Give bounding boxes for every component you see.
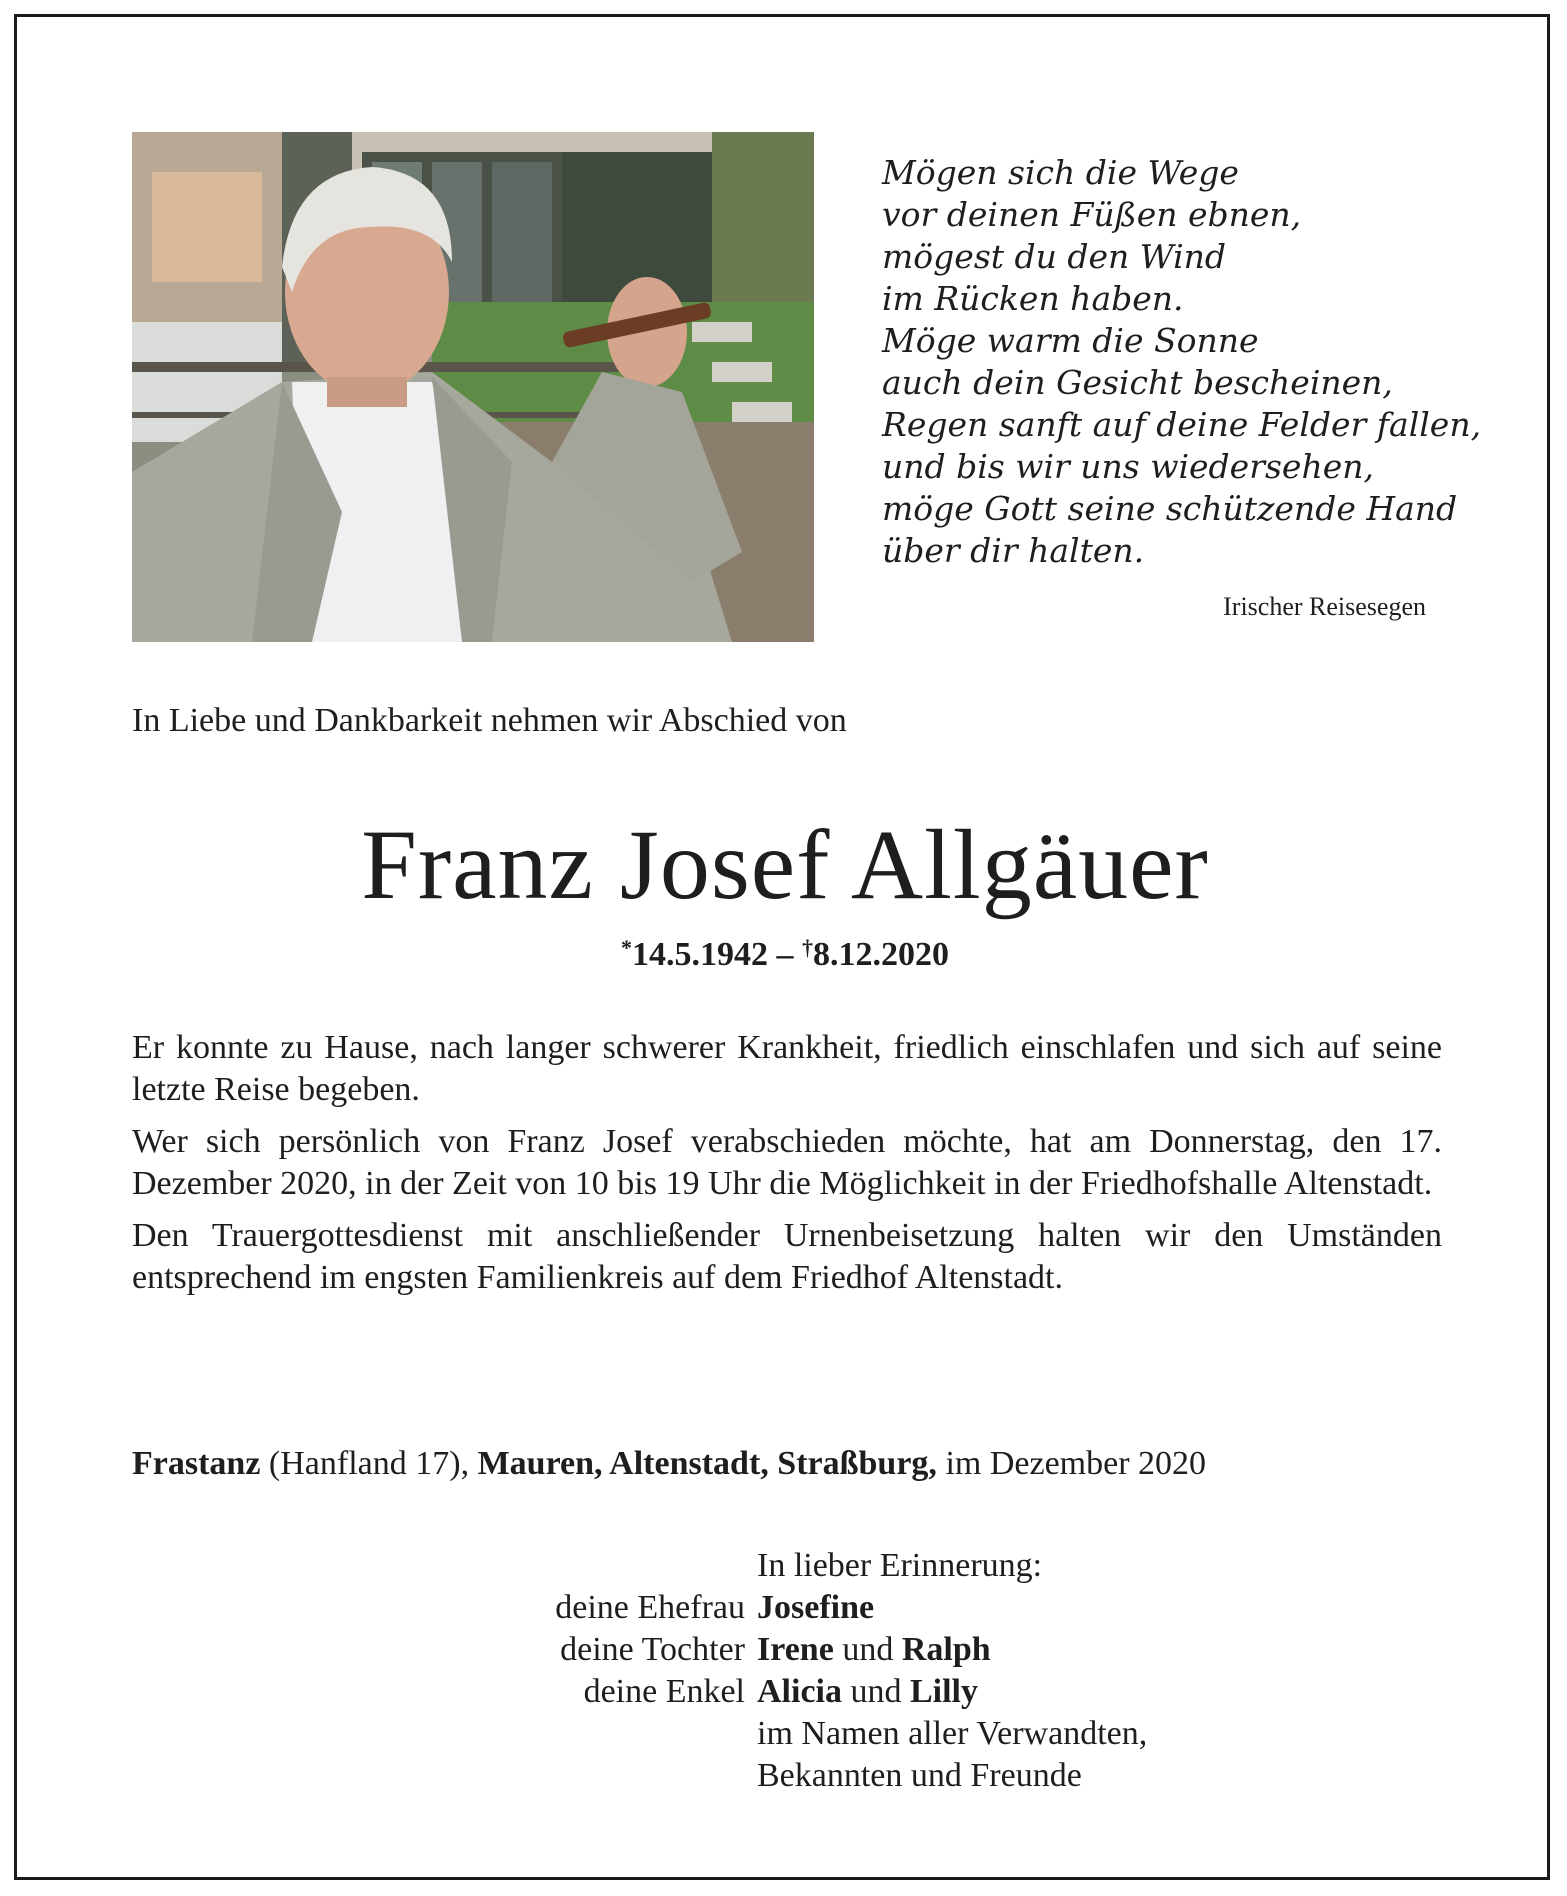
date-separator: – <box>768 936 802 973</box>
birth-symbol: * <box>621 935 632 960</box>
place-town: Frastanz <box>132 1445 261 1482</box>
deceased-name: Franz Josef Allgäuer <box>361 809 1209 920</box>
poem-line: Möge warm die Sonne <box>882 321 1259 360</box>
family-name: Lilly <box>909 1673 979 1710</box>
family-relation: deine Tochter <box>560 1631 745 1668</box>
family-names <box>757 1673 978 1711</box>
body-paragraph: Den Trauergottesdienst mit anschließender Urnenbeisetzung halten wir den Umständen entsprechend im engsten Familienkreis auf dem Friedhof Altenstadt. <box>132 1217 1442 1296</box>
obituary-frame <box>14 14 1550 1880</box>
family-joiner: und <box>833 1631 902 1668</box>
birth-date: 14.5.1942 <box>632 936 768 973</box>
poem-line: im Rücken haben. <box>882 279 1184 318</box>
closing-text: Bekannten und Freunde <box>757 1757 1082 1794</box>
closing-line <box>17 1715 1553 1757</box>
closing-text: im Namen aller Verwandten, <box>757 1715 1148 1752</box>
portrait-photo-graphic <box>132 132 814 642</box>
family-name: Alicia <box>757 1673 842 1710</box>
portrait-photo <box>132 132 814 642</box>
family-row <box>17 1673 1553 1715</box>
poem-line: und bis wir uns wiedersehen, <box>882 447 1374 486</box>
poem-line: Regen sanft auf deine Felder fallen, <box>882 405 1482 444</box>
place-address: (Hanfland 17), <box>260 1445 478 1482</box>
family-names <box>757 1631 991 1669</box>
poem-line: möge Gott seine schützende Hand <box>882 489 1458 528</box>
obituary-body <box>132 1027 1442 1309</box>
family-name: Josefine <box>757 1589 875 1626</box>
poem <box>882 152 1482 572</box>
body-paragraph: Wer sich persönlich von Franz Josef verabschieden möchte, hat am Donnerstag, den 17. Dezember 2020, in der Zeit von 10 bis 19 Uhr die Möglichkeit in der Friedhofshalle Altenstadt. <box>132 1123 1442 1202</box>
family-name: Irene <box>757 1631 834 1668</box>
place-others: Mauren, Altenstadt, Straßburg, <box>477 1445 937 1482</box>
poem-line: vor deinen Füßen ebnen, <box>882 195 1302 234</box>
death-date: 8.12.2020 <box>813 936 949 973</box>
family-joiner: und <box>841 1673 910 1710</box>
death-symbol: † <box>802 935 813 960</box>
places-line <box>132 1445 1206 1483</box>
poem-line: Mögen sich die Wege <box>882 153 1239 192</box>
family-row <box>17 1631 1553 1673</box>
memory-heading: In lieber Erinnerung: <box>757 1547 1043 1584</box>
poem-line: auch dein Gesicht bescheinen, <box>882 363 1393 402</box>
family-relation: deine Ehefrau <box>555 1589 745 1626</box>
closing-line <box>17 1757 1553 1799</box>
intro-text: In Liebe und Dankbarkeit nehmen wir Abschied von <box>132 702 847 739</box>
family-relation: deine Enkel <box>583 1673 745 1710</box>
body-paragraph: Er konnte zu Hause, nach langer schwerer Krankheit, friedlich einschlafen und sich auf seine letzte Reise begeben. <box>132 1029 1442 1108</box>
poem-line: über dir halten. <box>882 531 1145 570</box>
place-date: im Dezember 2020 <box>936 1445 1207 1482</box>
poem-source: Irischer Reisesegen <box>1223 592 1426 621</box>
family-row <box>17 1589 1553 1631</box>
family-names <box>757 1589 874 1627</box>
family-name: Ralph <box>901 1631 991 1668</box>
poem-line: mögest du den Wind <box>882 237 1227 276</box>
life-dates <box>17 935 1553 974</box>
